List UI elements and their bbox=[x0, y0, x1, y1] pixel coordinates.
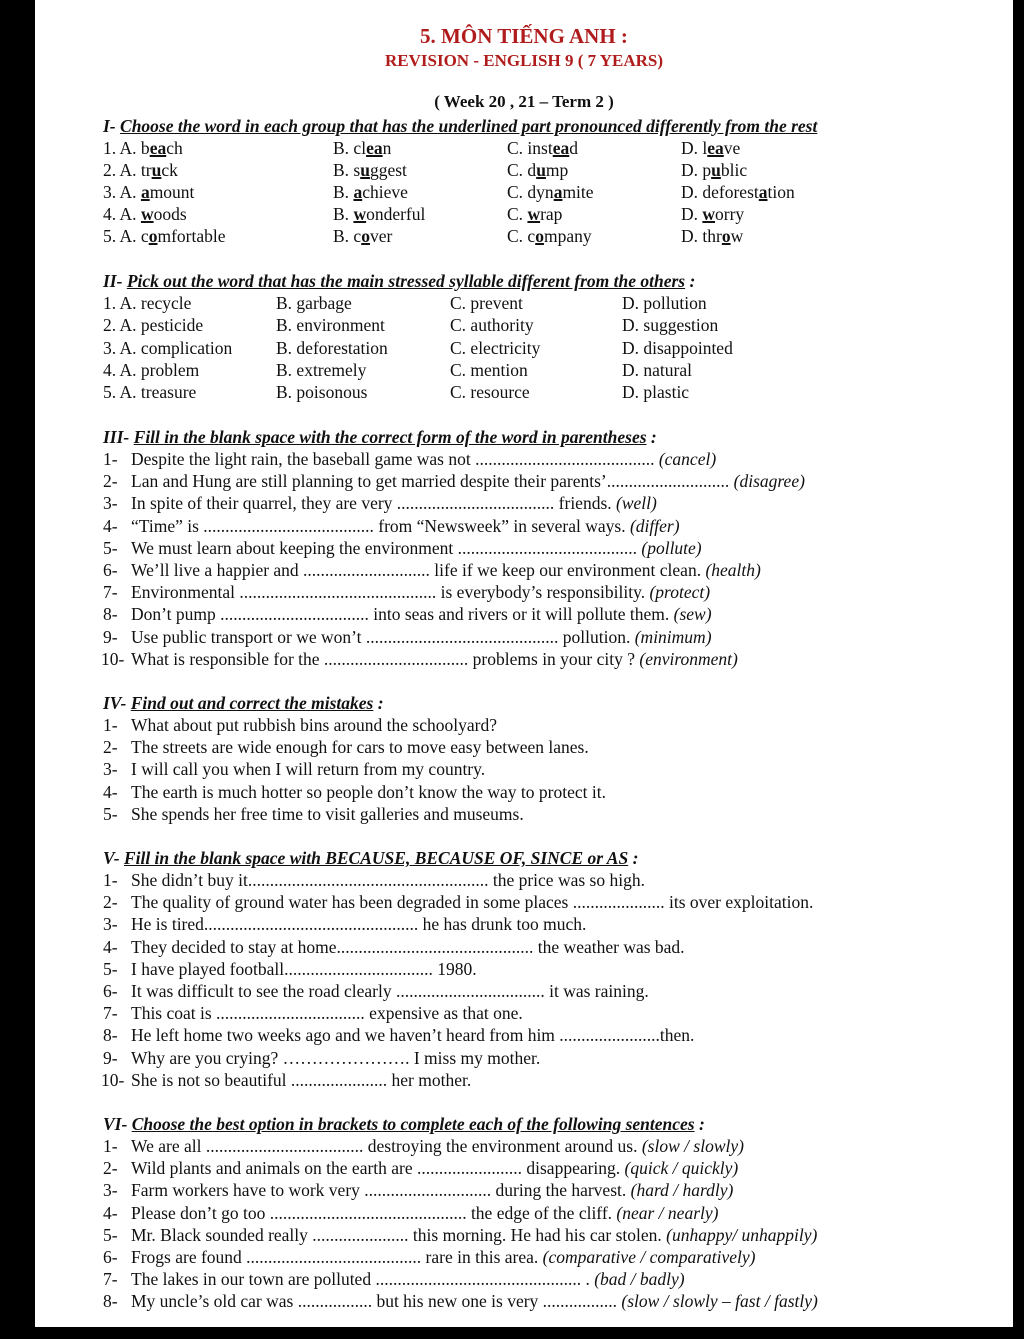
section-5-colon: : bbox=[628, 848, 639, 868]
option-text: C. d bbox=[507, 160, 537, 180]
option-text: mite bbox=[562, 182, 594, 202]
section-2-option: B. extremely bbox=[276, 359, 367, 380]
sentence-text: Wild plants and animals on the earth are ........................ disappearing. bbox=[131, 1158, 625, 1179]
sentence-text: Don’t pump .................................. into seas and rivers or it will pollute them. bbox=[131, 604, 674, 625]
section-2-option: B. poisonous bbox=[276, 382, 368, 403]
hint-word: (quick / quickly) bbox=[624, 1158, 739, 1179]
option-text: w bbox=[730, 226, 744, 246]
hint-word: (differ) bbox=[629, 515, 680, 536]
section-1-option bbox=[507, 140, 578, 158]
sentence-text: Mr. Black sounded really ...................... this morning. He had his car stolen. bbox=[131, 1224, 667, 1245]
hint-word: (bad / badly) bbox=[594, 1269, 685, 1290]
option-text: oods bbox=[153, 204, 187, 224]
section-5-sentence bbox=[131, 983, 649, 1001]
option-text: 3. A. bbox=[103, 182, 141, 202]
underlined-part: w bbox=[702, 204, 716, 224]
underlined-part: o bbox=[148, 226, 158, 246]
section-1-option bbox=[103, 184, 194, 202]
section-1-option bbox=[507, 206, 562, 224]
underlined-part: o bbox=[361, 226, 370, 246]
section-2-option: B. deforestation bbox=[276, 337, 388, 358]
section-5-number: 1- bbox=[103, 870, 118, 890]
worksheet-page bbox=[35, 0, 1013, 1327]
option-text: C. dyn bbox=[507, 182, 554, 202]
section-5-sentence bbox=[131, 1005, 523, 1023]
underlined-part: u bbox=[360, 160, 370, 180]
section-3-number: 5- bbox=[103, 537, 118, 558]
section-6-title: Choose the best option in brackets to complete each of the following sentences bbox=[131, 1114, 695, 1134]
sentence-text: Despite the light rain, the baseball game was not ......................................... bbox=[131, 449, 659, 469]
hint-word: (protect) bbox=[649, 582, 711, 603]
option-text: 1. A. b bbox=[103, 138, 150, 158]
underlined-part: a bbox=[553, 182, 563, 202]
sentence-text: The quality of ground water has been degraded in some places ..................... its over exploitation. bbox=[131, 892, 814, 913]
underlined-part: u bbox=[536, 160, 546, 180]
option-text: B. c bbox=[333, 226, 362, 246]
section-2-option: 3. A. complication bbox=[103, 337, 233, 358]
underlined-part: u bbox=[151, 160, 162, 180]
section-1-option bbox=[333, 184, 408, 202]
underlined-part: ea bbox=[552, 138, 570, 158]
option-text: n bbox=[382, 138, 392, 158]
option-text: mp bbox=[545, 160, 569, 180]
section-4-sentence bbox=[131, 717, 497, 735]
section-1-option bbox=[103, 140, 183, 158]
underlined-part: a bbox=[140, 182, 150, 202]
section-5-number: 5- bbox=[103, 958, 118, 979]
sentence-text: “Time” is ....................................... from “Newsweek” in several ways. bbox=[131, 515, 630, 536]
section-3-sentence bbox=[131, 537, 702, 558]
section-3-number: 6- bbox=[103, 560, 118, 580]
section-1-option bbox=[507, 228, 592, 246]
sentence-text: In spite of their quarrel, they are very .................................... friends. bbox=[131, 493, 617, 514]
option-text: ggest bbox=[369, 160, 407, 180]
section-3-heading bbox=[103, 429, 657, 447]
section-1-title: Choose the word in each group that has the underlined part pronounced differently from the rest bbox=[120, 116, 818, 136]
section-4-number: 5- bbox=[103, 803, 118, 824]
option-text: B. cl bbox=[333, 138, 367, 158]
option-text: rap bbox=[540, 204, 563, 224]
sentence-text: Please don’t go too ............................................. the edge of the cliff. bbox=[131, 1202, 617, 1223]
section-5-heading bbox=[103, 850, 638, 868]
underlined-part: w bbox=[527, 204, 541, 224]
section-4-heading bbox=[103, 695, 384, 713]
section-2-option: D. disappointed bbox=[622, 337, 733, 358]
hint-word: (health) bbox=[705, 560, 761, 580]
section-2-heading bbox=[103, 273, 695, 291]
section-4-number: IV- bbox=[103, 693, 127, 713]
hint-word: (unhappy/ unhappily) bbox=[666, 1224, 818, 1245]
section-1-option bbox=[103, 162, 178, 180]
section-4-sentence bbox=[131, 761, 485, 779]
section-6-heading bbox=[103, 1116, 705, 1134]
section-4-number: 3- bbox=[103, 759, 118, 780]
section-4-number: 4- bbox=[103, 781, 118, 802]
section-1-option bbox=[681, 206, 744, 224]
section-1-option bbox=[333, 228, 392, 246]
section-2-option: D. pollution bbox=[622, 293, 707, 313]
section-3-number: 9- bbox=[103, 626, 118, 647]
section-1-option bbox=[681, 140, 740, 158]
section-6-sentence bbox=[131, 1138, 744, 1156]
section-3-number: 1- bbox=[103, 449, 118, 469]
option-text: ve bbox=[723, 138, 741, 158]
underlined-part: a bbox=[758, 182, 768, 202]
section-5-title: Fill in the blank space with BECAUSE, BECAUSE OF, SINCE or AS bbox=[123, 848, 629, 868]
option-text: D. bbox=[681, 204, 703, 224]
section-3-number: 3- bbox=[103, 493, 118, 514]
section-2-option: D. natural bbox=[622, 359, 692, 380]
section-3-number: 2- bbox=[103, 471, 118, 492]
section-6-sentence bbox=[131, 1224, 818, 1245]
section-4-sentence bbox=[131, 781, 606, 802]
section-2-option: D. plastic bbox=[622, 382, 690, 403]
option-text: ck bbox=[161, 160, 178, 180]
section-5-sentence bbox=[131, 916, 586, 934]
section-2-title: Pick out the word that has the main stressed syllable different from the others bbox=[126, 271, 686, 291]
section-3-sentence bbox=[131, 648, 738, 669]
section-2-option: C. prevent bbox=[450, 293, 523, 313]
option-text: 5. A. c bbox=[103, 226, 149, 246]
underlined-part: w bbox=[140, 204, 154, 224]
hint-word: (near / nearly) bbox=[616, 1202, 719, 1223]
section-6-sentence bbox=[131, 1160, 738, 1178]
sentence-text: She spends her free time to visit galleries and museums. bbox=[131, 803, 524, 824]
section-4-sentence bbox=[131, 803, 524, 824]
sentence-text: What about put rubbish bins around the schoolyard? bbox=[131, 715, 497, 735]
sentence-text: What is responsible for the ................................. problems in your city ? bbox=[131, 648, 640, 669]
option-text: D. thr bbox=[681, 226, 722, 246]
section-1-option bbox=[333, 140, 391, 158]
sentence-text: Farm workers have to work very ............................. during the harvest. bbox=[131, 1180, 631, 1201]
section-6-number: 6- bbox=[103, 1247, 118, 1267]
option-text: d bbox=[569, 138, 578, 158]
section-3-sentence bbox=[131, 495, 657, 513]
section-4-colon: : bbox=[373, 693, 384, 713]
option-text: ver bbox=[369, 226, 393, 246]
section-3-colon: : bbox=[646, 427, 657, 447]
option-text: orry bbox=[715, 204, 745, 224]
sentence-text: Use public transport or we won’t ............................................ pollution. bbox=[131, 626, 635, 647]
option-text: blic bbox=[720, 160, 748, 180]
section-2-option: 2. A. pesticide bbox=[103, 315, 204, 336]
section-3-sentence bbox=[131, 584, 710, 602]
section-6-number: 3- bbox=[103, 1180, 118, 1201]
option-text: 2. A. tr bbox=[103, 160, 152, 180]
option-text: onderful bbox=[366, 204, 426, 224]
section-5-sentence bbox=[131, 872, 645, 890]
hint-word: (minimum) bbox=[634, 626, 712, 647]
section-6-number: 8- bbox=[103, 1291, 118, 1312]
section-5-number: 7- bbox=[103, 1003, 118, 1024]
option-text: B. bbox=[333, 204, 354, 224]
underlined-part: o bbox=[721, 226, 731, 246]
section-6-number: 7- bbox=[103, 1269, 118, 1290]
section-6-colon: : bbox=[694, 1114, 705, 1134]
section-6-number: 1- bbox=[103, 1136, 118, 1156]
sentence-text: We must learn about keeping the environment ......................................... bbox=[131, 537, 642, 558]
section-5-number: 3- bbox=[103, 914, 118, 935]
sentence-text: It was difficult to see the road clearly .................................. it was raining. bbox=[131, 981, 649, 1001]
sentence-text: Lan and Hung are still planning to get married despite their parents’............................ bbox=[131, 471, 734, 492]
section-3-sentence bbox=[131, 606, 712, 624]
section-5-number: 4- bbox=[103, 936, 118, 957]
option-text: tion bbox=[767, 182, 795, 202]
section-5-sentence bbox=[131, 1027, 694, 1045]
underlined-part: ea bbox=[366, 138, 383, 158]
section-3-number: 7- bbox=[103, 582, 118, 603]
section-3-sentence bbox=[131, 515, 680, 536]
section-2-option: C. mention bbox=[450, 359, 528, 380]
sentence-text: Frogs are found ........................................ rare in this area. bbox=[131, 1247, 543, 1267]
sentence-text: The earth is much hotter so people don’t know the way to protect it. bbox=[131, 781, 606, 802]
section-2-option: C. authority bbox=[450, 315, 534, 336]
hint-word: (slow / slowly) bbox=[641, 1136, 744, 1156]
section-4-number: 1- bbox=[103, 715, 118, 735]
option-text: D. l bbox=[681, 138, 708, 158]
section-6-number: 2- bbox=[103, 1158, 118, 1179]
section-2-option: 5. A. treasure bbox=[103, 382, 197, 403]
option-text: B. bbox=[333, 182, 354, 202]
hint-word: (sew) bbox=[673, 604, 712, 625]
section-5-number: V- bbox=[103, 848, 120, 868]
hint-word: (disagree) bbox=[733, 471, 805, 492]
hint-word: (pollute) bbox=[641, 537, 702, 558]
section-2-option: 1. A. recycle bbox=[103, 293, 192, 313]
underlined-part: ea bbox=[149, 138, 167, 158]
hint-word: (well) bbox=[616, 493, 657, 514]
sentence-text: They decided to stay at home............................................. the weather was bad. bbox=[131, 936, 685, 957]
option-text: B. s bbox=[333, 160, 361, 180]
sentence-text: The streets are wide enough for cars to move easy between lanes. bbox=[131, 737, 589, 758]
section-5-number: 8- bbox=[103, 1025, 118, 1046]
hint-word: (cancel) bbox=[658, 449, 717, 469]
section-6-sentence bbox=[131, 1293, 818, 1311]
option-text: mfortable bbox=[157, 226, 226, 246]
section-3-number: 10- bbox=[101, 648, 125, 669]
option-text: ch bbox=[166, 138, 183, 158]
sentence-text: My uncle’s old car was ................. but his new one is very ................. bbox=[131, 1291, 622, 1312]
section-2-number: II- bbox=[103, 271, 123, 291]
page-subtitle: REVISION - ENGLISH 9 ( 7 YEARS) bbox=[384, 51, 664, 70]
section-3-title: Fill in the blank space with the correct form of the word in parentheses bbox=[133, 427, 647, 447]
sentence-text: She is not so beautiful ...................... her mother. bbox=[131, 1069, 472, 1090]
hint-word: (slow / slowly – fast / fastly) bbox=[621, 1291, 818, 1312]
section-5-number: 2- bbox=[103, 892, 118, 913]
section-3-number: III- bbox=[103, 427, 130, 447]
sentence-text: I have played football.................................. 1980. bbox=[131, 958, 477, 979]
sentence-text: I will call you when I will return from my country. bbox=[131, 759, 486, 780]
hint-word: (environment) bbox=[639, 648, 738, 669]
section-1-option bbox=[103, 228, 225, 246]
sentence-text: We’ll live a happier and ............................. life if we keep our environment clean. bbox=[131, 560, 706, 580]
sentence-text: Environmental ............................................. is everybody’s responsibility. bbox=[131, 582, 650, 603]
section-5-number: 9- bbox=[103, 1047, 118, 1068]
section-5-number: 6- bbox=[103, 981, 118, 1001]
option-text: chieve bbox=[362, 182, 408, 202]
section-3-sentence bbox=[131, 473, 805, 491]
underlined-part: a bbox=[353, 182, 363, 202]
sentence-text: He left home two weeks ago and we haven’t heard from him .......................then. bbox=[131, 1025, 695, 1046]
sentence-text: She didn’t buy it....................................................... the price was so high. bbox=[131, 870, 645, 890]
section-1-option bbox=[507, 184, 594, 202]
option-text: D. deforest bbox=[681, 182, 759, 202]
section-1-number: I- bbox=[103, 116, 116, 136]
hint-word: (hard / hardly) bbox=[630, 1180, 734, 1201]
section-3-sentence bbox=[131, 626, 712, 647]
section-1-option bbox=[507, 162, 568, 180]
section-6-sentence bbox=[131, 1182, 733, 1200]
section-3-sentence bbox=[131, 562, 761, 580]
section-3-sentence bbox=[131, 451, 716, 469]
section-2-option: C. resource bbox=[450, 382, 530, 403]
sentence-text: We are all .................................... destroying the environment around us. bbox=[131, 1136, 642, 1156]
section-6-number: VI- bbox=[103, 1114, 128, 1134]
option-text: C. inst bbox=[507, 138, 553, 158]
section-6-sentence bbox=[131, 1202, 719, 1223]
section-1-option bbox=[333, 206, 425, 224]
section-1-option bbox=[681, 184, 795, 202]
sentence-text: He is tired................................................. he has drunk too much. bbox=[131, 914, 587, 935]
section-1-option bbox=[681, 228, 743, 246]
section-2-option: B. garbage bbox=[276, 293, 352, 313]
section-4-sentence bbox=[131, 739, 589, 757]
section-1-option bbox=[333, 162, 407, 180]
option-text: D. p bbox=[681, 160, 712, 180]
section-5-sentence bbox=[131, 1069, 472, 1090]
section-1-option bbox=[103, 206, 187, 224]
page-title: 5. MÔN TIẾNG ANH : bbox=[420, 24, 628, 48]
section-5-number: 10- bbox=[101, 1069, 125, 1090]
section-3-number: 8- bbox=[103, 604, 118, 625]
section-5-sentence bbox=[131, 936, 685, 957]
section-2-option: C. electricity bbox=[450, 337, 541, 358]
section-4-number: 2- bbox=[103, 737, 118, 758]
underlined-part: ea bbox=[707, 138, 724, 158]
section-1-heading bbox=[103, 118, 817, 136]
section-1-option bbox=[681, 162, 747, 180]
section-2-option: B. environment bbox=[276, 315, 385, 336]
sentence-text: Why are you crying? …………………. I miss my mother. bbox=[131, 1047, 541, 1068]
underlined-part: u bbox=[711, 160, 721, 180]
section-6-sentence bbox=[131, 1271, 685, 1289]
section-6-sentence bbox=[131, 1249, 756, 1267]
section-3-number: 4- bbox=[103, 515, 118, 536]
underlined-part: w bbox=[353, 204, 367, 224]
underlined-part: o bbox=[535, 226, 544, 246]
section-6-number: 5- bbox=[103, 1224, 118, 1245]
section-5-sentence bbox=[131, 958, 477, 979]
sentence-text: This coat is .................................. expensive as that one. bbox=[131, 1003, 523, 1024]
option-text: mpany bbox=[543, 226, 592, 246]
section-5-sentence bbox=[131, 894, 813, 912]
section-2-option: 4. A. problem bbox=[103, 359, 200, 380]
option-text: mount bbox=[149, 182, 195, 202]
sentence-text: The lakes in our town are polluted ............................................... . bbox=[131, 1269, 595, 1290]
section-2-option: D. suggestion bbox=[622, 315, 719, 336]
week-label: ( Week 20 , 21 – Term 2 ) bbox=[434, 92, 614, 111]
section-4-title: Find out and correct the mistakes bbox=[130, 693, 374, 713]
option-text: 4. A. bbox=[103, 204, 141, 224]
section-5-sentence bbox=[131, 1047, 541, 1068]
option-text: C. bbox=[507, 204, 528, 224]
section-2-colon: : bbox=[685, 271, 696, 291]
section-6-number: 4- bbox=[103, 1202, 118, 1223]
option-text: C. c bbox=[507, 226, 536, 246]
hint-word: (comparative / comparatively) bbox=[542, 1247, 756, 1267]
